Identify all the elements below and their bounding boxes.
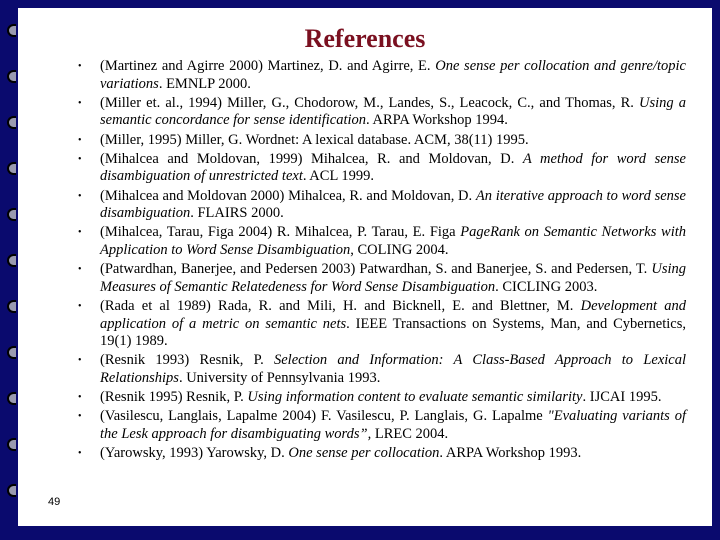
reference-venue: . CICLING 2003. (495, 278, 598, 295)
reference-venue: . IJCAI 1995. (582, 389, 662, 406)
reference-venue: . IEEE Transactions on Systems, Man, and Cybernetics, 19(1) 1989. (100, 315, 686, 350)
bullet-icon: • (78, 301, 82, 313)
reference-venue: . EMNLP 2000. (158, 75, 251, 92)
bullet-icon: • (78, 264, 82, 276)
reference-item (78, 408, 686, 443)
reference-venue: LREC 2004. (371, 425, 449, 442)
reference-item (78, 352, 686, 387)
reference-item (78, 132, 686, 150)
bullet-icon: • (78, 411, 82, 423)
reference-authors: (Mihalcea and Moldovan, 1999) Mihalcea, R. and Moldovan, D. (100, 150, 523, 167)
bullet-icon: • (78, 153, 82, 165)
reference-authors: (Mihalcea and Moldovan 2000) Mihalcea, R. and Moldovan, D. (100, 187, 476, 204)
reference-authors: (Resnik 1993) Resnik, P. (100, 352, 274, 369)
reference-title: Using information content to evaluate semantic similarity (247, 389, 583, 406)
reference-item (78, 58, 686, 93)
reference-item (78, 389, 686, 407)
reference-authors: (Mihalcea, Tarau, Figa 2004) R. Mihalcea, P. Tarau, E. Figa (100, 224, 461, 241)
reference-authors: (Patwardhan, Banerjee, and Pedersen 2003) Patwardhan, S. and Banerjee, S. and Pedersen, T. (100, 261, 652, 278)
reference-title: "Evaluating variants of the Lesk approach for disambiguating words”, (100, 408, 686, 442)
slide (18, 8, 712, 526)
reference-authors: (Miller, 1995) Miller, G. Wordnet: A lexical database. ACM, 38(11) 1995. (100, 131, 529, 148)
reference-authors: (Miller et. al., 1994) Miller, G., Chodorow, M., Landes, S., Leacock, C., and Thomas, R. (100, 94, 639, 111)
reference-item (78, 261, 686, 296)
reference-authors: (Resnik 1995) Resnik, P. (100, 389, 248, 406)
reference-venue: . ACL 1999. (302, 168, 375, 185)
reference-title: One sense per collocation and genre/topic variations (100, 58, 686, 92)
reference-item (78, 298, 686, 351)
page-title: References (304, 24, 426, 53)
bullet-icon: • (78, 61, 82, 72)
reference-title: One sense per collocation (288, 445, 440, 462)
reference-title: Using a semantic concordance for sense identification (100, 94, 686, 129)
reference-title: Using Measures of Semantic Relatedeness for Word Sense Disambiguation (100, 261, 686, 295)
reference-venue: . ARPA Workshop 1993. (439, 445, 582, 462)
bullet-icon: • (78, 190, 82, 202)
reference-item (78, 151, 686, 186)
bullet-icon: • (78, 227, 82, 239)
reference-authors: (Rada et al 1989) Rada, R. and Mili, H. and Bicknell, E. and Blettner, M. (100, 298, 581, 315)
reference-venue: . ARPA Workshop 1994. (366, 112, 508, 129)
bullet-icon: • (78, 448, 82, 460)
reference-item (78, 95, 686, 130)
bullet-icon: • (78, 392, 82, 404)
reference-title: An iterative approach to word sense disambiguation (100, 187, 686, 222)
reference-list (78, 58, 686, 465)
reference-title: Selection and Information: A Class-Based Approach to Lexical Relationships (100, 352, 687, 386)
reference-title: A method for word sense disambiguation of unrestricted text (100, 150, 686, 185)
reference-venue: . FLAIRS 2000. (190, 205, 284, 222)
reference-venue: , COLING 2004. (350, 241, 449, 258)
reference-venue: . University of Pennsylvania 1993. (178, 369, 381, 386)
reference-item (78, 224, 686, 259)
bullet-icon: • (78, 97, 82, 109)
reference-authors: (Martinez and Agirre 2000) Martinez, D. and Agirre, E. (100, 58, 436, 74)
reference-authors: (Yarowsky, 1993) Yarowsky, D. (100, 445, 289, 462)
reference-title: PageRank on Semantic Networks with Application to Word Sense Disambiguation (100, 224, 686, 258)
bullet-icon: • (78, 355, 82, 367)
reference-title: Development and application of a metric on semantic nets (100, 298, 687, 332)
reference-authors: (Vasilescu, Langlais, Lapalme 2004) F. Vasilescu, P. Langlais, G. Lapalme (100, 408, 548, 425)
reference-item (78, 188, 686, 223)
bullet-icon: • (78, 134, 82, 146)
reference-item (78, 445, 686, 463)
page-number: 49 (48, 496, 61, 508)
